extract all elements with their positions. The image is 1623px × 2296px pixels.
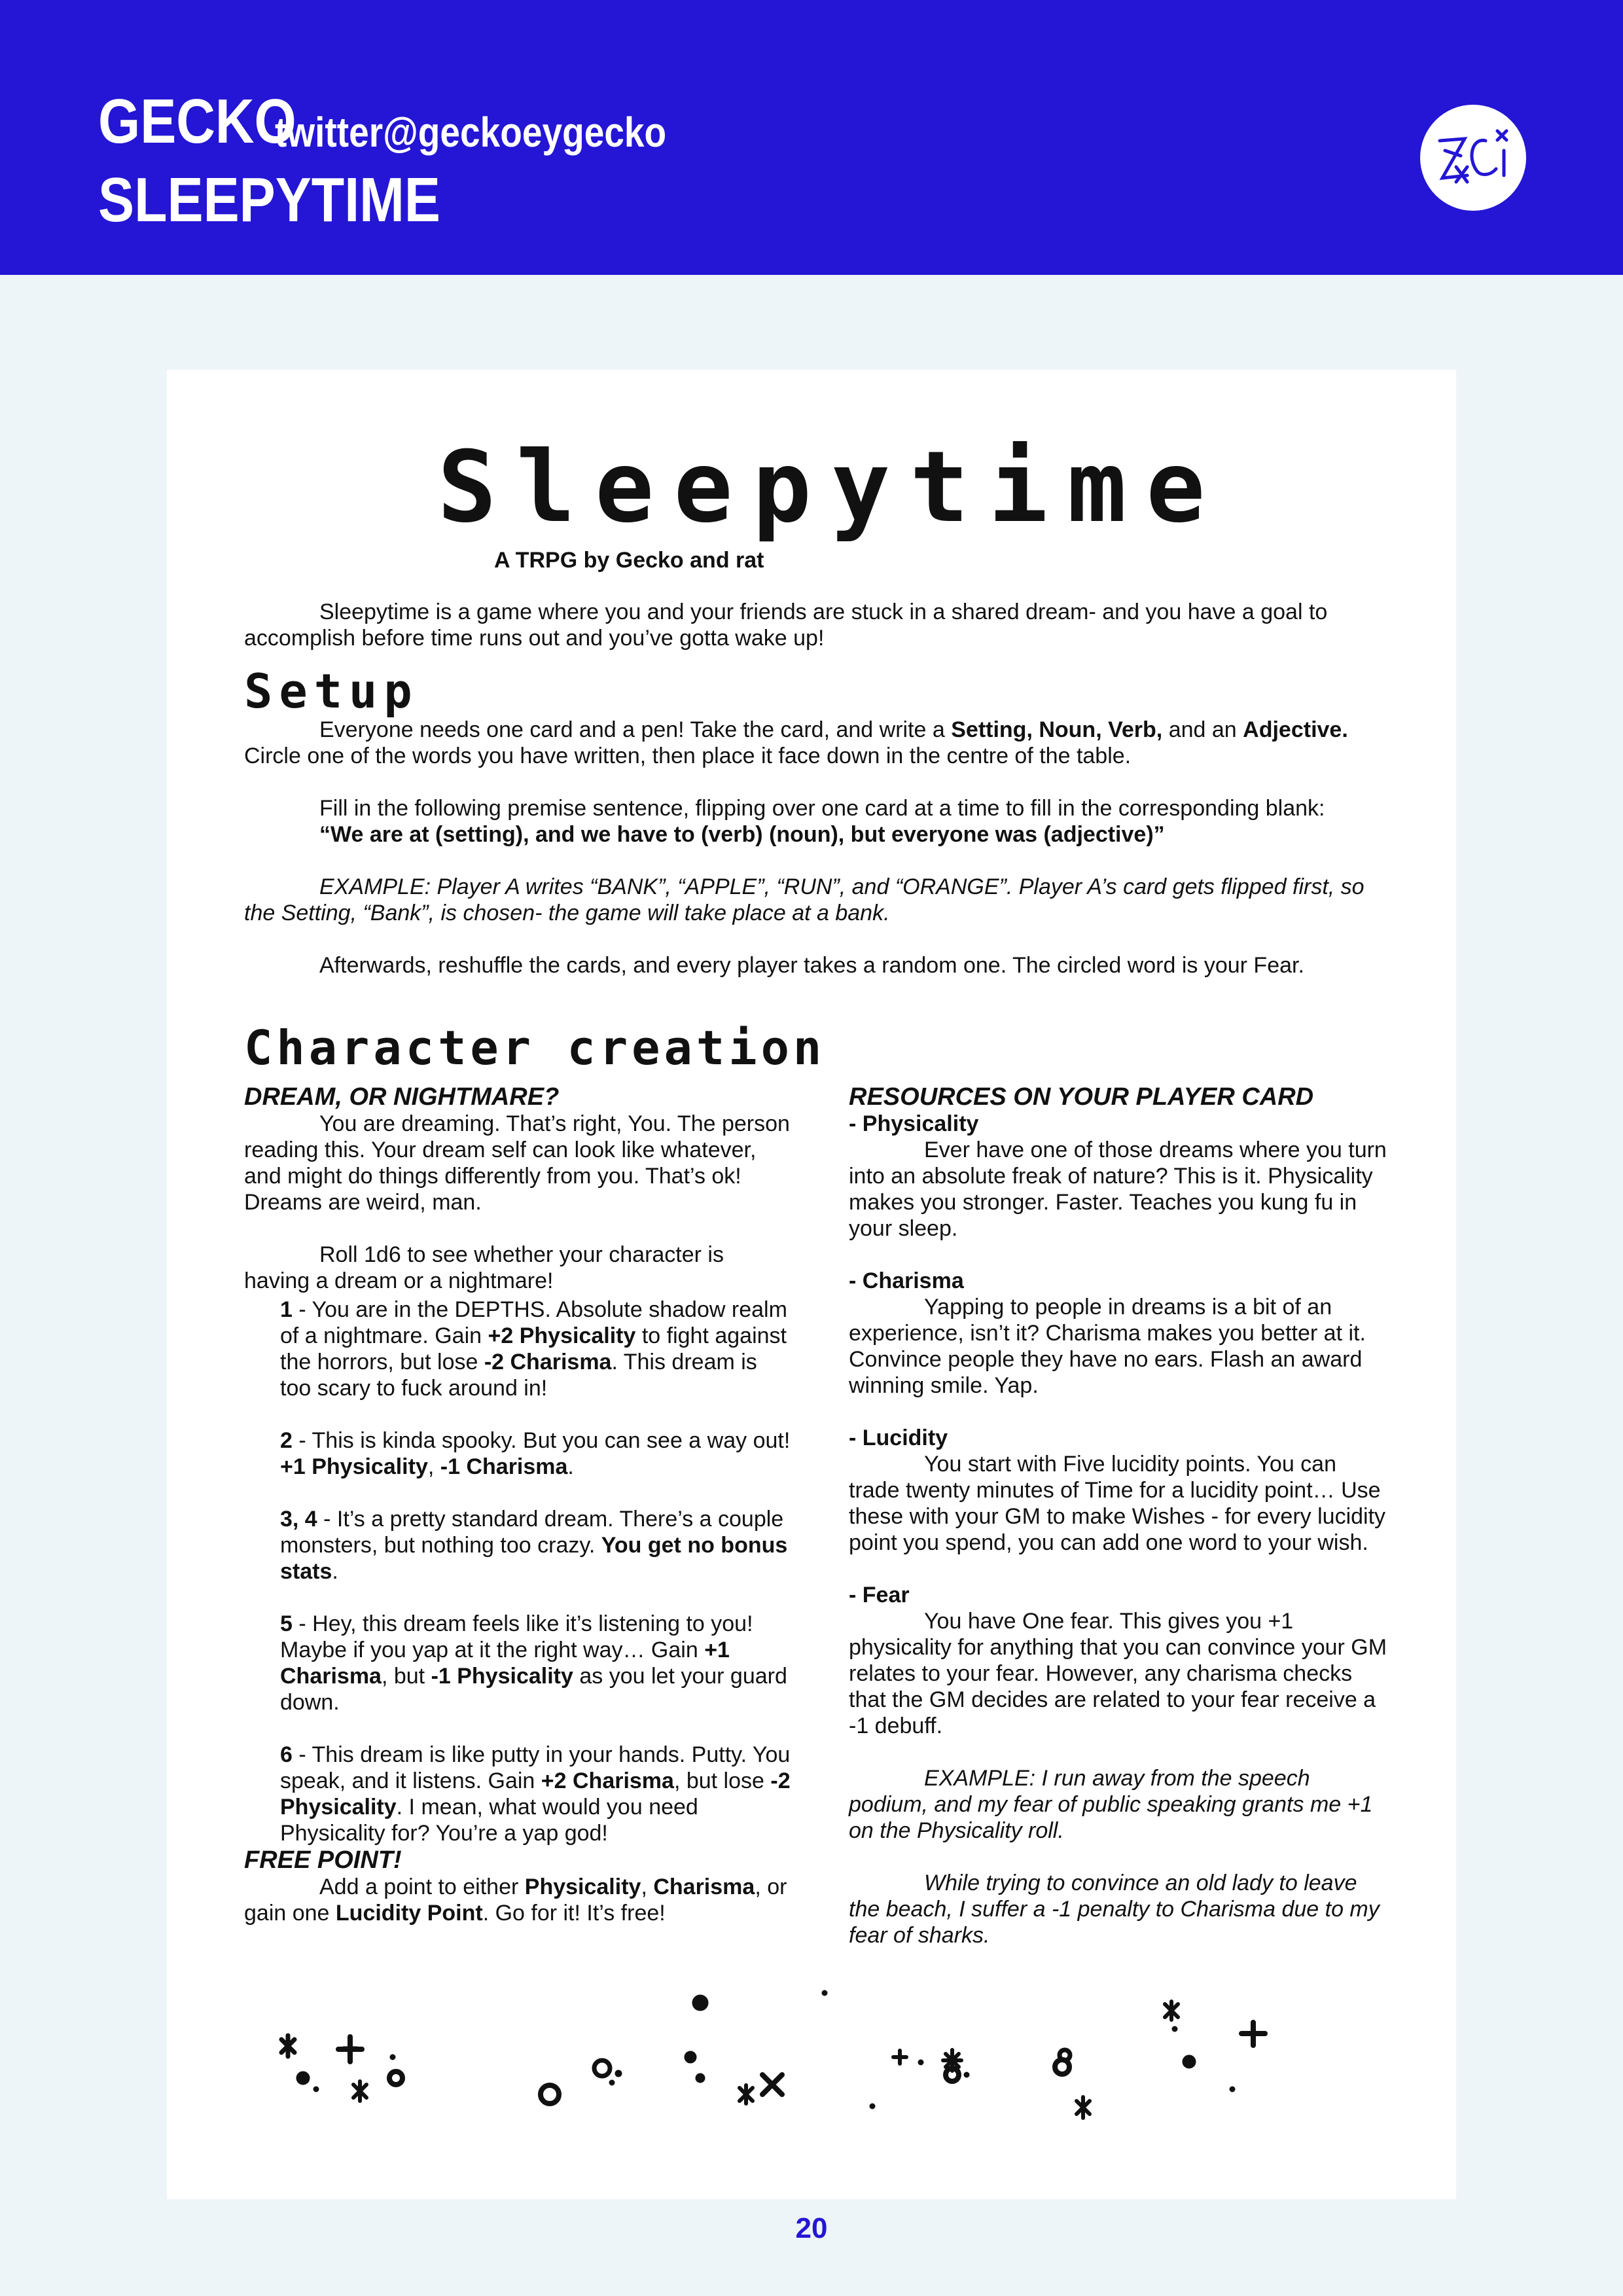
dream-paragraph-1: You are dreaming. That’s right, You. The person reading this. Your dream self can look like whatever, and might do things differently from you. That’s ok! Dreams are weird, man. — [244, 1111, 790, 1215]
header-author: GECKO — [98, 86, 296, 156]
fear-label: - Fear — [849, 1583, 910, 1607]
free-point-heading: FREE POINT! — [244, 1846, 402, 1874]
roll-5: 5 - Hey, this dream feels like it’s listening to you! Maybe if you yap at it the right way… Gain +1 Charisma, but -1 Physicality as you let your guard down. — [280, 1611, 787, 1715]
header-banner — [0, 0, 1623, 275]
roll-3-4: 3, 4 - It’s a pretty standard dream. There’s a couple monsters, but nothing too crazy. You get no bonus stats. — [280, 1507, 788, 1584]
lucidity-label: - Lucidity — [849, 1426, 948, 1450]
setup-paragraph-1: Everyone needs one card and a pen! Take the card, and write a Setting, Noun, Verb, and an Adjective. Circle one of the words you have written, then place it face down in the centre of the table. — [244, 717, 1348, 768]
setup-example: EXAMPLE: Player A writes “BANK”, “APPLE”, “RUN”, and “ORANGE”. Player A’s card gets flipped first, so the Setting, “Bank”, is chosen- the game will take place at a bank. — [244, 874, 1364, 925]
resources-heading: RESOURCES ON YOUR PLAYER CARD — [849, 1083, 1314, 1111]
roll-1: 1 - You are in the DEPTHS. Absolute shadow realm of a nightmare. Gain +2 Physicality to fight against the horrors, but lose -2 Charisma. This dream is too scary to fuck around in! — [280, 1297, 787, 1401]
fear-example-1: EXAMPLE: I run away from the speech podium, and my fear of public speaking grants me +1 on the Physicality roll. — [849, 1766, 1373, 1843]
zine-logo-icon — [1420, 105, 1526, 211]
physicality-label: - Physicality — [849, 1111, 979, 1136]
setup-heading: Setup — [244, 664, 419, 719]
dream-paragraph-2: Roll 1d6 to see whether your character is having a dream or a nightmare! — [244, 1242, 724, 1293]
fear-text: You have One fear. This gives you +1 physicality for anything that you can convince your GM relates to your fear. However, any charisma checks that the GM decides are related to your fear receive a -1 debuff. — [849, 1609, 1387, 1738]
header-title: SLEEPYTIME — [98, 165, 440, 235]
fear-example-2: While trying to convince an old lady to leave the beach, I suffer a -1 penalty to Charisma due to my fear of sharks. — [849, 1871, 1380, 1948]
setup-paragraph-3: Afterwards, reshuffle the cards, and every player takes a random one. The circled word is your Fear. — [319, 953, 1304, 978]
character-column — [244, 1083, 794, 1926]
roll-6: 6 - This dream is like putty in your hands. Putty. You speak, and it listens. Gain +2 Charisma, but lose -2 Physicality. I mean, what would you need Physicality for? You’re a yap god! — [280, 1742, 791, 1846]
character-creation-heading: Character creation — [244, 1020, 826, 1075]
document-title: Sleepytime — [437, 431, 1225, 545]
setup-paragraph-2: Fill in the following premise sentence, flipping over one card at a time to fill in the corresponding blank: “We are at (setting), and we have to (verb) (noun), but everyone was (adjective)” — [319, 796, 1325, 847]
free-point-paragraph: Add a point to either Physicality, Charisma, or gain one Lucidity Point. Go for it! It’s free! — [244, 1874, 787, 1926]
roll-2: 2 - This is kinda spooky. But you can see a way out! +1 Physicality, -1 Charisma. — [280, 1428, 791, 1479]
header-handle: twitter@geckoeygecko — [275, 109, 667, 156]
header-author-line — [98, 86, 667, 156]
charisma-label: - Charisma — [849, 1268, 964, 1293]
lucidity-text: You start with Five lucidity points. You can trade twenty minutes of Time for a lucidity point… Use these with your GM to make Wishes - for every lucidity point you spend, you can add one word to your wish. — [849, 1452, 1386, 1555]
physicality-text: Ever have one of those dreams where you turn into an absolute freak of nature? This is it. Physicality makes you stronger. Faster. Teaches you kung fu in your sleep. — [849, 1138, 1387, 1241]
page-number: 20 — [795, 2212, 828, 2244]
document-page — [167, 370, 1456, 2199]
intro-paragraph: Sleepytime is a game where you and your friends are stuck in a shared dream- and you have a goal to accomplish before time runs out and you’ve gotta wake up! — [244, 600, 1328, 651]
resources-column — [849, 1083, 1392, 1948]
document-subtitle: A TRPG by Gecko and rat — [494, 548, 764, 573]
decorative-stars-icon — [167, 1977, 1456, 2134]
dream-heading: DREAM, OR NIGHTMARE? — [244, 1083, 560, 1111]
charisma-text: Yapping to people in dreams is a bit of an experience, isn’t it? Charisma makes you better at it. Convince people they have no ears. Flash an award winning smile. Yap. — [849, 1295, 1366, 1398]
